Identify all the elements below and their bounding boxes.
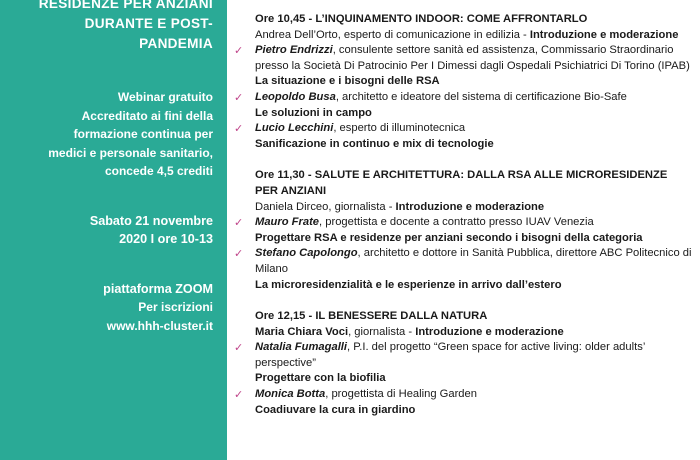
moderator-name: Maria Chiara Voci	[255, 325, 349, 338]
speaker-name: Pietro Endrizzi	[255, 44, 333, 57]
webinar-line: formazione continua per	[73, 127, 213, 141]
platform-label: piattaforma ZOOM	[103, 281, 213, 296]
event-title-line: DURANTE E POST-	[84, 16, 213, 31]
speaker-name: Monica Botta	[255, 388, 326, 401]
webinar-line: medici e personale sanitario,	[48, 145, 213, 160]
speaker-name: Natalia Fumagalli	[255, 341, 348, 354]
moderation-label: Introduzione e moderazione	[395, 200, 545, 213]
talk-topic: Progettare RSA e residenze per anziani secondo i bisogni della categoria	[255, 231, 643, 244]
speaker-name: Mauro Frate	[255, 216, 320, 229]
checkmark-icon: ✓	[234, 90, 244, 104]
platform-info	[12, 280, 213, 336]
speaker-role: , progettista e docente a contratto presso IUAV Venezia	[319, 216, 594, 229]
event-title	[12, 0, 213, 54]
moderator-name: Andrea Dell’Orto	[255, 28, 338, 41]
talk-topic: Sanificazione in continuo e mix di tecnologie	[255, 137, 494, 150]
moderator-role: , giornalista -	[328, 200, 396, 213]
sidebar	[0, 0, 227, 460]
webinar-line: Accreditato ai fini della	[81, 108, 213, 123]
talk-topic: Progettare con la biofilia	[255, 372, 386, 385]
moderation-label: Introduzione e moderazione	[529, 28, 679, 41]
speaker-role: , architetto e ideatore del sistema di certificazione Bio-Safe	[335, 90, 627, 103]
talk-topic: La microresidenzialità e le esperienze in arrivo dall’estero	[255, 278, 562, 291]
event-title-line: RESIDENZE PER ANZIANI	[38, 0, 213, 11]
register-label: Per iscrizioni	[138, 300, 213, 314]
webinar-line: concede 4,5 crediti	[104, 164, 213, 178]
speaker-role: , architetto e dottore in Sanità Pubblica, direttore ABC Politecnico di Milano	[255, 247, 692, 275]
talk-topic: La situazione e i bisogni delle RSA	[255, 75, 440, 88]
speaker-row	[234, 43, 692, 74]
speaker-name: Leopoldo Busa	[255, 90, 336, 103]
speaker-row	[234, 246, 692, 277]
event-title-line: PANDEMIA	[139, 36, 213, 51]
speaker-row	[234, 340, 692, 371]
session	[234, 12, 692, 152]
speaker-row	[234, 215, 692, 231]
speaker-role: , esperto di illuminotecnica	[333, 122, 466, 135]
webinar-info	[12, 88, 213, 181]
moderator-row	[255, 200, 692, 216]
speaker-row	[234, 387, 692, 403]
speaker-role: , progettista di Healing Garden	[325, 388, 477, 401]
speaker-name: Stefano Capolongo	[255, 247, 358, 260]
checkmark-icon: ✓	[234, 388, 244, 402]
website-link[interactable]: www.hhh-cluster.it	[106, 318, 213, 333]
checkmark-icon: ✓	[234, 216, 244, 230]
speaker-role: , P.I. del progetto “Green space for active living: older adults’ perspective”	[255, 341, 645, 369]
speaker-row	[234, 90, 692, 106]
session-title: Ore 10,45 - L’INQUINAMENTO INDOOR: COME AFFRONTARLO	[255, 13, 588, 25]
moderator-row	[255, 325, 692, 341]
checkmark-icon: ✓	[234, 44, 244, 58]
speaker-row	[234, 121, 692, 137]
speaker-role: , consulente settore sanità ed assistenza, Commissario Straordinario presso la Società Di Patrocinio Per I Dimessi dagli Ospedali Psichiatrici Di Torino (IPAB)	[255, 44, 690, 72]
checkmark-icon: ✓	[234, 341, 244, 355]
speaker-name: Lucio Lecchini	[255, 122, 334, 135]
session-title: Ore 12,15 - IL BENESSERE DALLA NATURA	[255, 310, 488, 323]
talk-topic: Coadiuvare la cura in giardino	[255, 403, 416, 416]
moderator-role: , giornalista -	[348, 325, 416, 338]
event-date	[12, 212, 213, 249]
checkmark-icon: ✓	[234, 122, 244, 136]
program	[229, 0, 700, 460]
moderator-role: , esperto di comunicazione in edilizia -	[337, 28, 530, 41]
date-line: 2020 I ore 10-13	[119, 232, 213, 246]
checkmark-icon: ✓	[234, 247, 244, 261]
moderation-label: Introduzione e moderazione	[415, 325, 564, 338]
webinar-line: Webinar gratuito	[117, 90, 213, 104]
session	[234, 309, 692, 418]
moderator-row	[255, 28, 692, 44]
talk-topic: Le soluzioni in campo	[255, 106, 372, 119]
date-line: Sabato 21 novembre	[89, 213, 213, 228]
session	[234, 168, 692, 293]
moderator-name: Daniela Dirceo	[255, 200, 329, 213]
session-title: Ore 11,30 - SALUTE E ARCHITETTURA: DALLA RSA ALLE MICRORESIDENZE PER ANZIANI	[255, 169, 668, 197]
